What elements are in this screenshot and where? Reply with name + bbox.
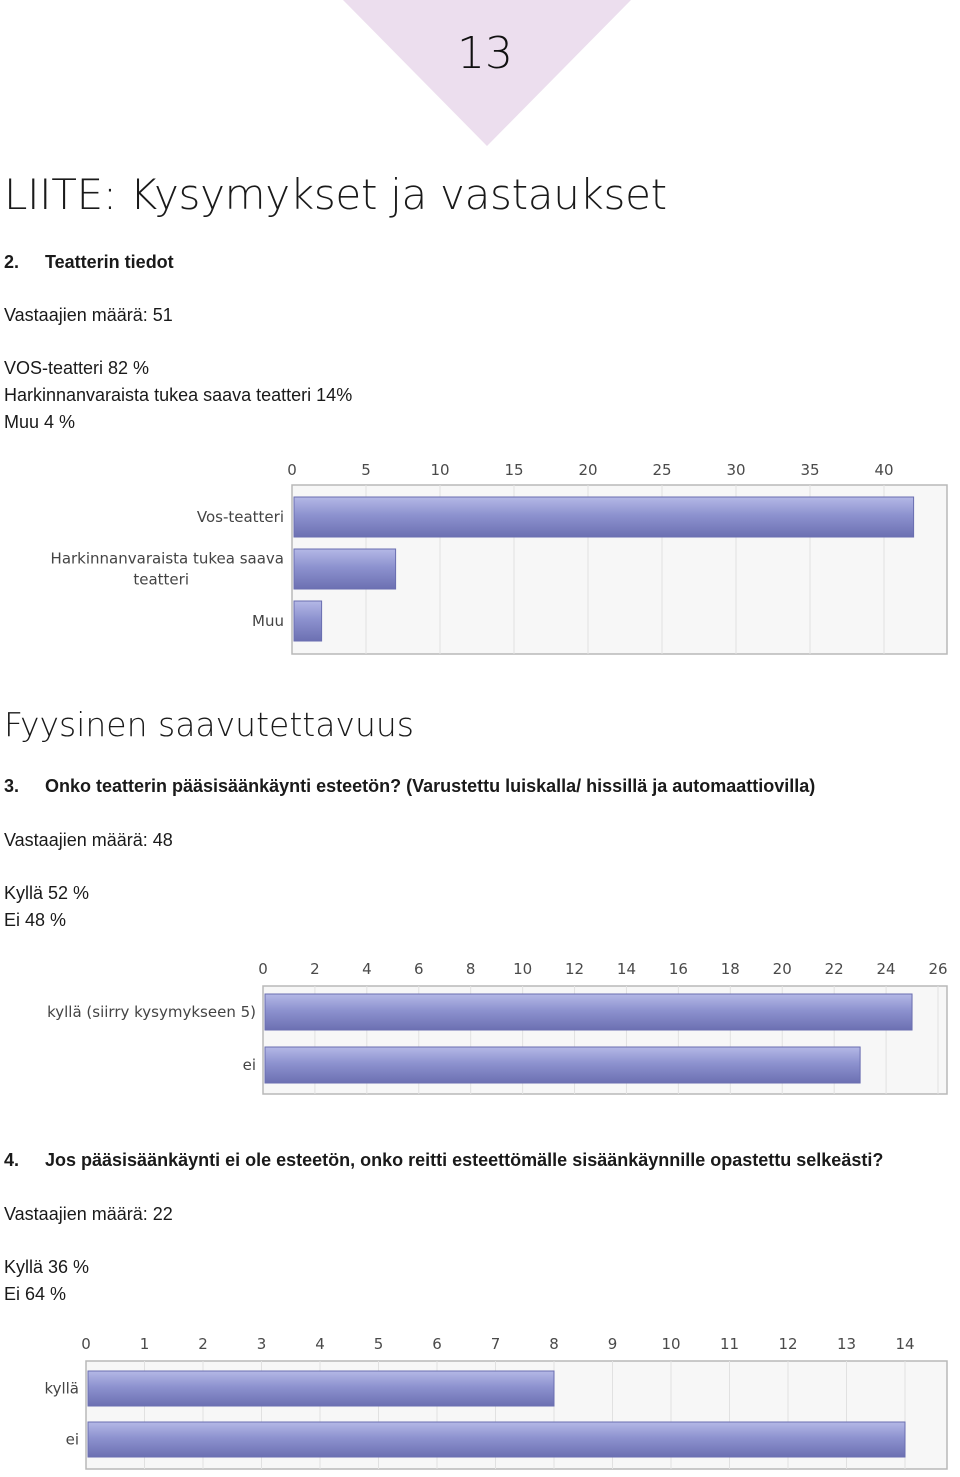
x-tick-label: 18 (720, 960, 740, 978)
x-tick-label: 14 (616, 960, 637, 978)
category-label: Muu (252, 612, 284, 630)
section-title: Fyysinen saavutettavuus (4, 705, 414, 744)
question-text: Teatterin tiedot (45, 252, 174, 272)
x-tick-label: 35 (800, 461, 820, 479)
x-tick-label: 3 (256, 1335, 267, 1353)
bar (265, 1047, 860, 1083)
question-number: 2. (4, 252, 20, 272)
question-3-respondents: Vastaajien määrä: 48 (4, 830, 173, 850)
category-label: Vos-teatteri (196, 508, 284, 526)
x-tick-label: 14 (895, 1335, 915, 1353)
x-tick-label: 40 (874, 461, 894, 479)
question-2-result: Muu 4 % (4, 412, 76, 432)
category-label: ei (242, 1056, 256, 1074)
question-3-result: Ei 48 % (4, 910, 67, 930)
x-tick-label: 20 (772, 960, 792, 978)
question-4-bar-chart (0, 1328, 960, 1473)
x-tick-label: 30 (726, 461, 746, 479)
category-label: teatteri (133, 570, 189, 589)
question-text: Jos pääsisäänkäynti ei ole esteetön, onko reitti esteettömälle sisäänkäynnille opastettu selkeästi? (45, 1150, 884, 1170)
x-tick-label: 6 (413, 960, 424, 978)
question-3-bar-chart (0, 953, 960, 1101)
x-tick-label: 12 (778, 1335, 798, 1353)
x-tick-label: 8 (465, 960, 476, 978)
x-tick-label: 9 (607, 1335, 618, 1353)
question-2-result: VOS-teatteri 82 % (4, 358, 150, 378)
question-3-heading (4, 776, 815, 797)
x-tick-label: 8 (549, 1335, 559, 1353)
x-tick-label: 26 (928, 960, 948, 978)
category-label: kyllä (siirry kysymykseen 5) (47, 1003, 256, 1021)
x-tick-label: 2 (198, 1335, 208, 1353)
bar (294, 601, 322, 641)
x-tick-label: 20 (578, 461, 598, 479)
x-tick-label: 16 (668, 960, 688, 978)
x-tick-label: 4 (362, 960, 372, 978)
question-2-heading (4, 252, 174, 273)
question-number: 3. (4, 776, 20, 796)
x-tick-label: 6 (432, 1335, 442, 1353)
bar (265, 994, 912, 1030)
x-tick-label: 15 (504, 461, 524, 479)
bar (294, 497, 914, 537)
x-tick-label: 12 (564, 960, 585, 978)
category-label: ei (65, 1430, 79, 1449)
category-label: kyllä (44, 1379, 79, 1398)
question-2-bar-chart (0, 455, 960, 660)
x-tick-label: 0 (81, 1335, 91, 1353)
question-4-result: Kyllä 36 % (4, 1257, 90, 1277)
x-tick-label: 13 (836, 1335, 857, 1353)
x-tick-label: 10 (661, 1335, 681, 1353)
x-tick-label: 22 (824, 960, 844, 978)
x-tick-label: 10 (430, 461, 450, 479)
x-tick-label: 10 (513, 960, 533, 978)
question-4-respondents: Vastaajien määrä: 22 (4, 1204, 173, 1224)
category-label: Harkinnanvaraista tukea saava (50, 549, 284, 568)
x-tick-label: 7 (490, 1335, 501, 1353)
bar (88, 1422, 905, 1457)
question-4-heading (4, 1150, 883, 1171)
page-number: 13 (457, 28, 513, 79)
x-tick-label: 0 (258, 960, 268, 978)
question-number: 4. (4, 1150, 20, 1170)
x-tick-label: 1 (139, 1335, 150, 1353)
question-2-respondents: Vastaajien määrä: 51 (4, 305, 173, 325)
x-tick-label: 5 (361, 461, 371, 479)
question-4-result: Ei 64 % (4, 1284, 67, 1304)
x-tick-label: 11 (719, 1335, 740, 1353)
question-text: Onko teatterin pääsisäänkäynti esteetön? (Varustettu luiskalla/ hissillä ja automaattiovilla) (45, 776, 816, 796)
x-tick-label: 5 (373, 1335, 384, 1353)
question-3-result: Kyllä 52 % (4, 883, 90, 903)
x-tick-label: 24 (876, 960, 896, 978)
bar (294, 549, 396, 589)
x-tick-label: 25 (652, 461, 672, 479)
x-tick-label: 4 (315, 1335, 325, 1353)
question-2-result: Harkinnanvaraista tukea saava teatteri 14% (4, 385, 353, 405)
x-tick-label: 2 (310, 960, 320, 978)
page-title: LIITE: Kysymykset ja vastaukset (4, 170, 667, 219)
bar (88, 1371, 554, 1406)
x-tick-label: 0 (287, 461, 297, 479)
